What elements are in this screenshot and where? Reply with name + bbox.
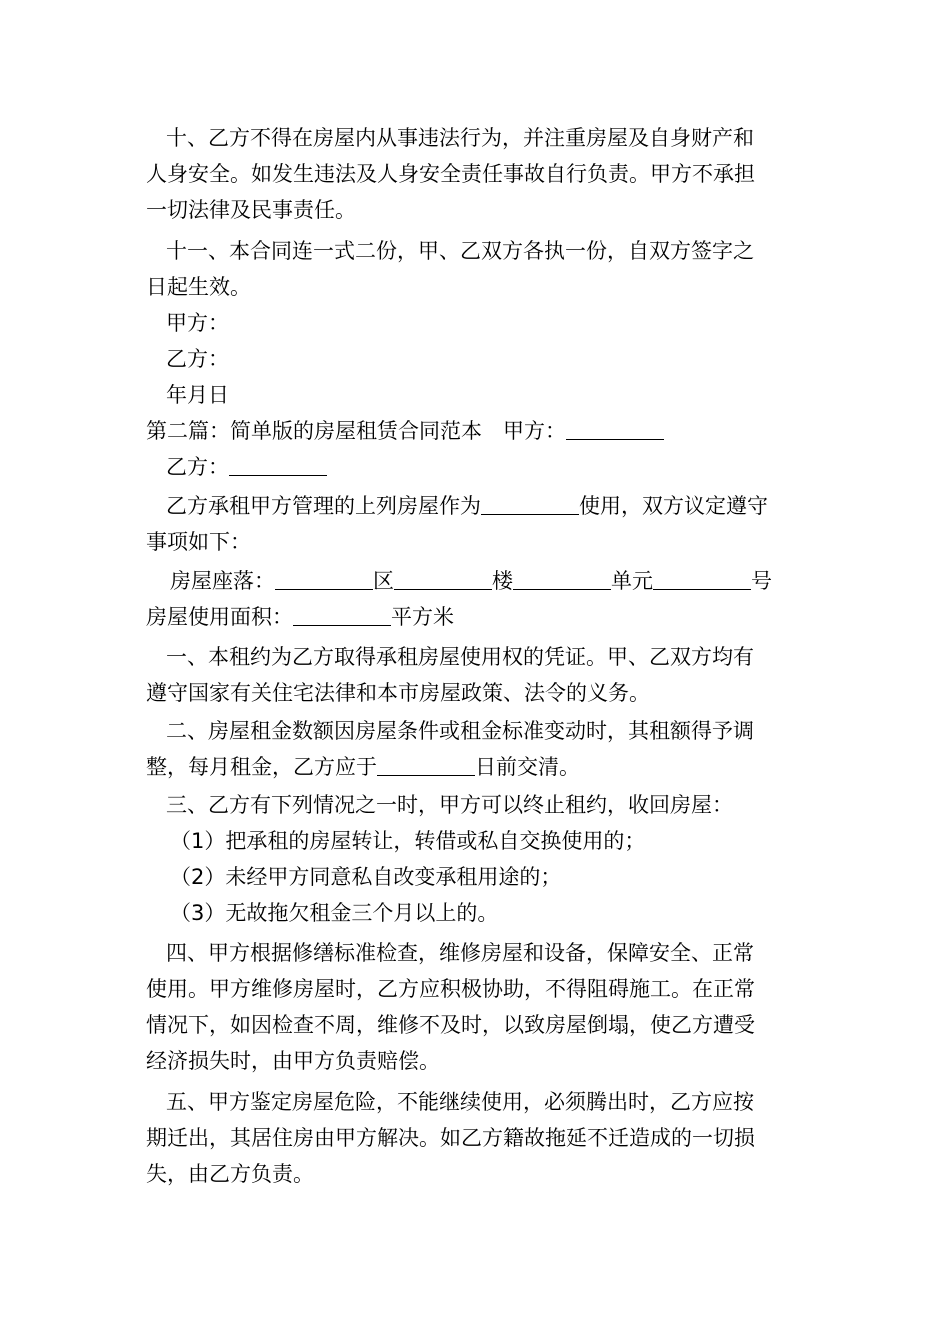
clause-4-line-4: 经济损失时，由甲方负责赔偿。 — [146, 1049, 440, 1073]
party-a-signature-label: 甲方： — [166, 311, 229, 335]
clause-4-line-1: 四、甲方根据修缮标准检查，维修房屋和设备，保障安全、正常 — [166, 941, 754, 965]
usage-line-1: 乙方承租甲方管理的上列房屋作为 使用，双方议定遵守 — [166, 494, 768, 518]
clause-5-line-1: 五、甲方鉴定房屋危险，不能继续使用，必须腾出时，乙方应按 — [166, 1090, 754, 1114]
usage-line-2: 事项如下： — [146, 530, 251, 554]
location-blank-2 — [394, 567, 492, 590]
section-2-heading: 第二篇：简单版的房屋租赁合同范本 甲方： — [146, 413, 816, 449]
clause-3-item-2: （2）未经甲方同意私自改变承租用途的； — [170, 865, 562, 889]
party-a-blank — [566, 417, 664, 440]
clause-3-item-1: （1）把承租的房屋转让，转借或私自交换使用的； — [170, 829, 646, 853]
date-label: 年月日 — [166, 383, 229, 407]
clause-3-item-3: （3）无故拖欠租金三个月以上的。 — [170, 901, 499, 925]
clause-10-line-2: 人身安全。如发生违法及人身安全责任事故自行负责。甲方不承担 — [146, 162, 755, 186]
location-blank-3 — [513, 567, 611, 590]
area-blank — [293, 603, 391, 626]
clause-10-line-3: 一切法律及民事责任。 — [146, 198, 356, 222]
clause-1-line-2: 遵守国家有关住宅法律和本市房屋政策、法令的义务。 — [146, 681, 650, 705]
house-location-line: 房屋座落： 区 楼 单元 号 — [170, 569, 772, 593]
clause-2-line-1: 二、房屋租金数额因房屋条件或租金标准变动时，其租额得予调 — [166, 719, 754, 743]
party-b-blank — [229, 453, 327, 476]
house-area-line: 房屋使用面积： 平方米 — [146, 605, 454, 629]
rent-date-blank — [377, 753, 475, 776]
clause-5-line-3: 失，由乙方负责。 — [146, 1162, 314, 1186]
clause-10-line-1: 十、乙方不得在房屋内从事违法行为，并注重房屋及自身财产和 — [166, 126, 754, 150]
clause-4-line-3: 情况下，如因检查不周，维修不及时，以致房屋倒塌，使乙方遭受 — [146, 1013, 755, 1037]
clause-11-line-2: 日起生效。 — [146, 275, 251, 299]
location-blank-4 — [653, 567, 751, 590]
usage-blank — [481, 492, 579, 515]
clause-5-line-2: 期迁出，其居住房由甲方解决。如乙方籍故拖延不迁造成的一切损 — [146, 1126, 755, 1150]
clause-3-line: 三、乙方有下列情况之一时，甲方可以终止租约，收回房屋： — [166, 793, 733, 817]
clause-2-line-2: 整，每月租金，乙方应于 日前交清。 — [146, 755, 580, 779]
party-b-line: 乙方： — [166, 449, 836, 485]
location-blank-1 — [275, 567, 373, 590]
clause-11-line-1: 十一、本合同连一式二份，甲、乙双方各执一份，自双方签字之 — [166, 239, 754, 263]
clause-1-line-1: 一、本租约为乙方取得承租房屋使用权的凭证。甲、乙双方均有 — [166, 645, 754, 669]
clause-4-line-2: 使用。甲方维修房屋时，乙方应积极协助，不得阻碍施工。在正常 — [146, 977, 755, 1001]
party-b-signature-label: 乙方： — [166, 347, 229, 371]
